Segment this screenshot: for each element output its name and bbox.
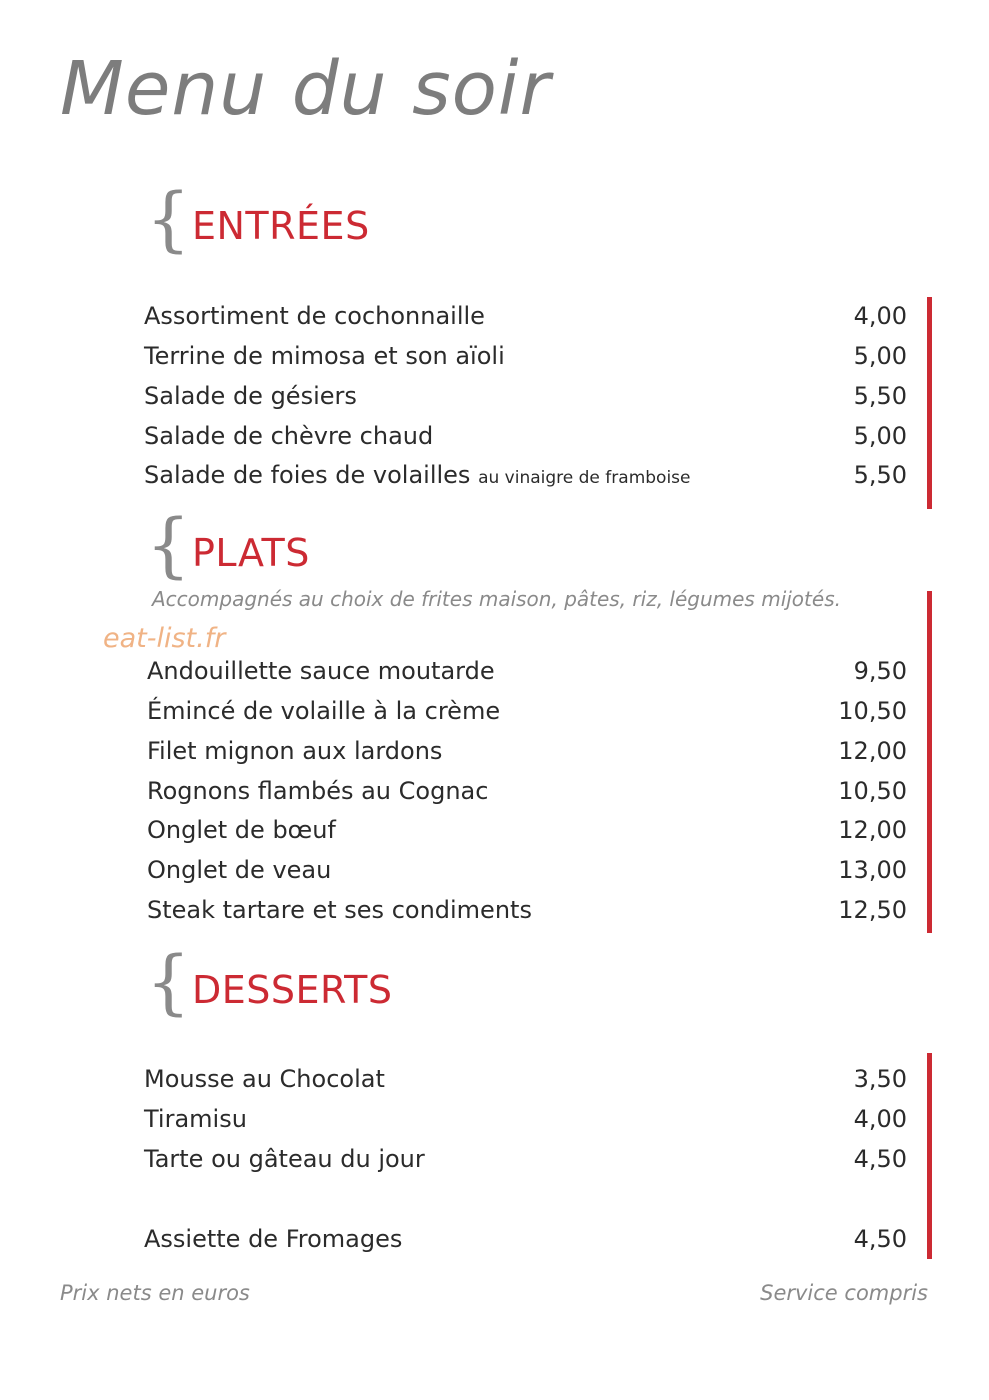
section-title-plats: PLATS: [192, 531, 310, 575]
item-price: 13,00: [838, 856, 907, 884]
menu-item: [144, 379, 907, 413]
item-price: 4,00: [853, 302, 907, 330]
menu-item: [147, 774, 907, 808]
menu-item: [144, 299, 907, 333]
menu-item: [144, 419, 907, 453]
menu-item: [144, 1222, 907, 1256]
item-name: Filet mignon aux lardons: [147, 737, 443, 765]
watermark: eat-list.fr: [103, 623, 226, 654]
item-price: 5,00: [853, 422, 907, 450]
menu-item: [144, 1102, 907, 1136]
menu-item: [144, 1142, 907, 1176]
section-bar-desserts: [927, 1053, 932, 1259]
menu-item: [147, 734, 907, 768]
item-name: Salade de gésiers: [144, 382, 357, 410]
item-name-main: Salade de foies de volailles: [144, 461, 471, 489]
section-title-desserts: DESSERTS: [192, 968, 393, 1012]
section-subtitle-plats: Accompagnés au choix de frites maison, pâtes, riz, légumes mijotés.: [152, 587, 841, 611]
item-name: Tarte ou gâteau du jour: [144, 1145, 425, 1173]
item-price: 5,50: [853, 382, 907, 410]
item-price: 10,50: [838, 777, 907, 805]
item-price: 12,00: [838, 816, 907, 844]
item-price: 5,50: [853, 461, 907, 489]
item-price: 12,00: [838, 737, 907, 765]
menu-item: [144, 458, 907, 492]
item-name: [144, 458, 690, 495]
menu-item: [144, 339, 907, 373]
item-name: Rognons flambés au Cognac: [147, 777, 489, 805]
menu-item: [144, 1062, 907, 1096]
item-name: Salade de chèvre chaud: [144, 422, 434, 450]
item-price: 12,50: [838, 896, 907, 924]
menu-item: [147, 853, 907, 887]
item-name: Assiette de Fromages: [144, 1225, 403, 1253]
item-price: 4,50: [853, 1225, 907, 1253]
item-price: 10,50: [838, 697, 907, 725]
item-note: au vinaigre de framboise: [478, 468, 691, 488]
item-price: 4,00: [853, 1105, 907, 1133]
item-price: 9,50: [853, 657, 907, 685]
menu-item: [147, 654, 907, 688]
item-name: Émincé de volaille à la crème: [147, 697, 501, 725]
item-name: Assortiment de cochonnaille: [144, 302, 485, 330]
item-name: Mousse au Chocolat: [144, 1065, 385, 1093]
page-title: Menu du soir: [60, 46, 551, 132]
item-name: Andouillette sauce moutarde: [147, 657, 495, 685]
brace-entrees: {: [146, 178, 191, 260]
item-name: Terrine de mimosa et son aïoli: [144, 342, 505, 370]
menu-item: [147, 893, 907, 927]
menu-item: [147, 694, 907, 728]
item-name: Steak tartare et ses condiments: [147, 896, 532, 924]
item-price: 3,50: [853, 1065, 907, 1093]
section-bar-plats: [927, 591, 932, 933]
brace-desserts: {: [146, 941, 191, 1023]
menu-item: [147, 813, 907, 847]
section-bar-entrees: [927, 297, 932, 509]
item-price: 4,50: [853, 1145, 907, 1173]
item-price: 5,00: [853, 342, 907, 370]
item-name: Onglet de veau: [147, 856, 332, 884]
item-name: Tiramisu: [144, 1105, 247, 1133]
item-name: Onglet de bœuf: [147, 816, 336, 844]
footer-service-note: Service compris: [760, 1281, 928, 1305]
brace-plats: {: [146, 504, 191, 586]
footer-prices-note: Prix nets en euros: [60, 1281, 250, 1305]
section-title-entrees: ENTRÉES: [192, 204, 370, 248]
